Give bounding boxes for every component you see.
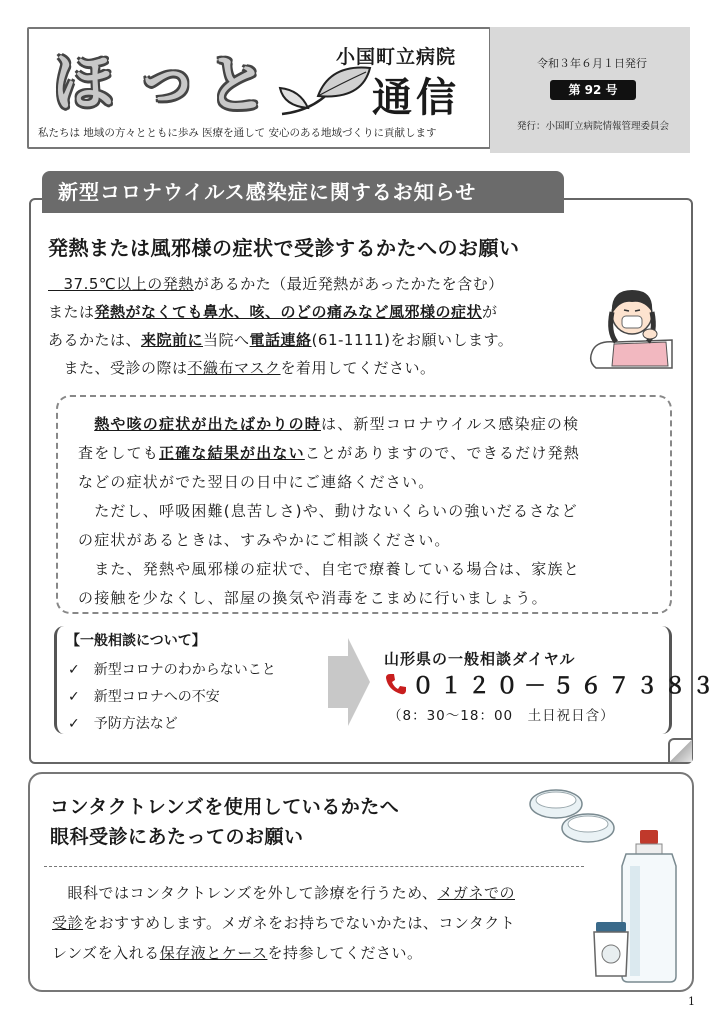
text-run: または <box>48 303 95 321</box>
text-run: の接触を少なくし、部屋の換気や消毒をこまめに行いましょう。 <box>78 589 548 607</box>
phone-icon <box>384 672 408 696</box>
text-run: メガネでの <box>437 884 515 902</box>
text-run: 正確な結果が出ない <box>159 444 305 462</box>
checkmark-icon: ✓ <box>68 716 80 732</box>
fever-line-1 <box>48 270 504 298</box>
newsletter-name: 通信 <box>372 75 460 121</box>
notice-line-6 <box>78 555 580 584</box>
publisher: 発行：小国町立病院情報管理委員会 <box>516 121 669 132</box>
text-run: の症状があるときは、すみやかにご相談ください。 <box>78 531 451 549</box>
lens-line-2 <box>52 908 515 938</box>
text-run: 熱や咳の症状が出たばかりの時 <box>94 415 322 433</box>
text-run: あるかたは、 <box>48 331 142 349</box>
checkmark-icon: ✓ <box>68 662 80 678</box>
notice-line-2 <box>78 439 580 468</box>
issue-date: 令和３年６月１日発行 <box>537 57 647 70</box>
text-run: 受診 <box>52 914 84 932</box>
lens-line-1 <box>52 878 515 908</box>
fever-line-2 <box>48 298 498 326</box>
logo-char-tsu: っ <box>136 42 199 115</box>
lens-heading-line-1: コンタクトレンズを使用しているかたへ <box>50 796 400 818</box>
notice-line-4 <box>78 497 578 526</box>
text-run: 来院前に <box>141 331 204 349</box>
text-run: ただし、呼吸困難(息苦しさ)や、動けないくらいの強いだるさなど <box>78 502 578 520</box>
consultation-item: ✓ 新型コロナへの不安 <box>68 689 220 705</box>
consultation-item: ✓ 予防方法など <box>68 716 178 732</box>
leaf-logo-icon <box>278 62 374 120</box>
text-run: をおすすめします。メガネをお持ちでないかたは、コンタクト <box>83 914 516 932</box>
tagline: 私たちは 地域の方々とともに歩み 医療を通して 安心のある地域づくりに貢献します <box>38 127 437 139</box>
text-run: 電話連絡 <box>249 331 312 349</box>
hospital-name: 小国町立病院 <box>336 46 457 68</box>
section-divider <box>44 866 584 867</box>
page-fold-corner <box>668 738 692 762</box>
text-run: 査をしても <box>78 444 160 462</box>
text-run: があるかた（最近発熱があったかたを含む） <box>193 275 504 293</box>
notice-line-7 <box>78 584 548 613</box>
dial-hours: （8：30～18：00 土日祝日含） <box>388 708 615 724</box>
text-run: は、新型コロナウイルス感染症の検 <box>321 415 580 433</box>
text-run: (61-1111)をお願いします。 <box>311 331 514 349</box>
text-run: また、発熱や風邪様の症状で、自宅で療養している場合は、家族と <box>78 560 580 578</box>
consultation-title: 【一般相談について】 <box>66 633 206 649</box>
notice-line-5 <box>78 526 451 555</box>
corona-section-title: 新型コロナウイルス感染症に関するお知らせ <box>42 171 564 213</box>
dial-title: 山形県の一般相談ダイヤル <box>384 650 576 668</box>
fever-line-3 <box>48 326 513 354</box>
text-run: が <box>482 303 498 321</box>
logo-char-to: と <box>206 48 269 121</box>
text-run: ことがありますので、できるだけ発熱 <box>304 444 580 462</box>
lens-heading-line-2: 眼科受診にあたってのお願い <box>50 826 304 848</box>
consultation-item: ✓ 新型コロナのわからないこと <box>68 662 276 678</box>
text-run: などの症状がでた翌日の日中にご連絡ください。 <box>78 473 435 491</box>
text-run: 37.5℃以上の発熱 <box>48 275 194 293</box>
text-run: また、受診の際は <box>48 359 188 377</box>
fever-line-4 <box>48 354 436 382</box>
page-number: 1 <box>688 995 695 1008</box>
text-run: 当院へ <box>203 331 250 349</box>
sick-person-illustration <box>586 282 678 374</box>
text-run: 保存液とケース <box>159 944 268 962</box>
text-run: 発熱がなくても鼻水、咳、のどの痛みなど風邪様の症状 <box>94 303 483 321</box>
notice-line-1 <box>78 410 579 439</box>
notice-line-3 <box>78 468 434 497</box>
arrow-right-icon <box>326 636 372 728</box>
lens-line-3 <box>52 938 422 968</box>
text-run: を持参してください。 <box>267 944 423 962</box>
fever-heading: 発熱または風邪様の症状で受診するかたへのお願い <box>48 236 520 260</box>
issue-number: 第 92 号 <box>550 80 636 100</box>
logo-char-ho: ほ <box>52 46 115 119</box>
text-run: 不織布マスク <box>187 359 281 377</box>
lens-solution-bottle-icon <box>586 826 682 986</box>
dial-number: ０１２０－５６７３８３ <box>412 674 721 699</box>
text-run: を着用してください。 <box>280 359 436 377</box>
text-run <box>78 415 94 433</box>
text-run: レンズを入れる <box>52 944 160 962</box>
checkmark-icon: ✓ <box>68 689 80 705</box>
text-run: 眼科ではコンタクトレンズを外して診療を行うため、 <box>52 884 438 902</box>
